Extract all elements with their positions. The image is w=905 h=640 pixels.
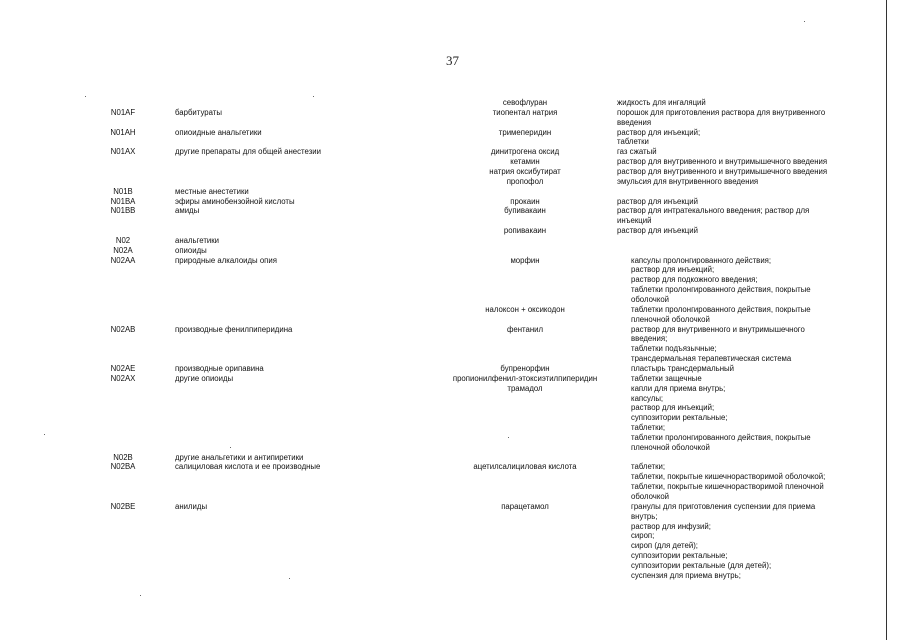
form-cell: таблетки пролонгированного действия, покрытые	[631, 432, 811, 442]
code-cell: N01BA	[110, 196, 136, 206]
form-cell: гранулы для приготовления суспензии для приема	[631, 501, 816, 511]
code-cell: N02AE	[110, 363, 136, 373]
table-row	[0, 403, 905, 413]
form-cell: сироп (для детей);	[631, 541, 698, 551]
table-row	[0, 344, 905, 354]
table-row	[0, 315, 905, 325]
group-cell: производные фенилпиперидина	[175, 324, 293, 334]
group-cell: местные анестетики	[175, 186, 249, 196]
drug-cell: севофлуран	[502, 98, 548, 107]
table-row	[0, 216, 905, 226]
code-cell: N02	[115, 235, 131, 245]
group-cell: барбитураты	[175, 107, 222, 117]
drug-cell: пропионилфенил-этоксиэтилпиперидин	[452, 373, 598, 383]
form-cell: капли для приема внутрь;	[631, 383, 726, 393]
table-row	[0, 502, 905, 512]
table-row	[0, 118, 905, 128]
scan-speck	[313, 96, 314, 97]
table-row	[0, 177, 905, 187]
table-row	[0, 197, 905, 207]
table-row	[0, 462, 905, 472]
drug-cell: парацетамол	[501, 501, 549, 511]
scan-speck	[140, 595, 141, 596]
group-cell: эфиры аминобензойной кислоты	[175, 196, 295, 206]
table-row	[0, 384, 905, 394]
table-row	[0, 128, 905, 138]
group-cell: другие препараты для общей анестезии	[175, 147, 321, 157]
form-cell: раствор для интратекального введения; раствор для	[617, 206, 810, 216]
table-row	[0, 98, 905, 108]
form-cell: трансдермальная терапевтическая система	[631, 354, 792, 364]
form-cell: таблетки, покрытые кишечнорастворимой пленочной	[631, 482, 824, 492]
form-cell: раствор для инъекций;	[631, 403, 715, 413]
table-row	[0, 187, 905, 197]
code-cell: N02AB	[110, 324, 136, 334]
form-cell: суппозитории ректальные;	[631, 551, 728, 561]
table-row	[0, 325, 905, 335]
form-cell: раствор для внутривенного и внутримышечного введения	[617, 157, 828, 167]
table-row	[0, 541, 905, 551]
table-row	[0, 108, 905, 118]
group-cell: опиоидные анальгетики	[175, 127, 262, 137]
table-row	[0, 236, 905, 246]
table-row	[0, 275, 905, 285]
form-cell: суппозитории ректальные (для детей);	[631, 560, 772, 570]
table-row	[0, 295, 905, 305]
form-cell: оболочкой	[631, 492, 670, 501]
form-cell: оболочкой	[631, 295, 670, 304]
form-cell: таблетки;	[631, 423, 666, 433]
drug-cell: натрия оксибутират	[489, 166, 561, 176]
scan-speck	[44, 434, 45, 435]
form-cell: суспензия для приема внутрь;	[631, 570, 741, 580]
drug-cell: налоксон + оксикодон	[485, 304, 565, 314]
scan-speck	[804, 21, 805, 22]
table-row	[0, 354, 905, 364]
scan-speck	[508, 437, 509, 438]
table-row	[0, 551, 905, 561]
table-row	[0, 433, 905, 443]
scan-speck	[230, 447, 231, 448]
code-cell: N02B	[113, 452, 133, 462]
group-cell: другие опиоиды	[175, 373, 234, 383]
drug-cell: прокаин	[510, 196, 540, 206]
table-row	[0, 246, 905, 256]
drug-cell: бупренорфин	[500, 363, 550, 373]
form-cell: капсулы пролонгированного действия;	[631, 255, 772, 265]
drug-cell: морфин	[510, 255, 540, 265]
table-row	[0, 364, 905, 374]
code-cell: N01AH	[110, 127, 136, 137]
code-cell: N02BA	[110, 462, 136, 472]
form-cell: пластырь трансдермальный	[631, 363, 734, 373]
group-cell: опиоиды	[175, 245, 207, 255]
drug-cell: кетамин	[510, 157, 540, 167]
table-row	[0, 305, 905, 315]
table-row	[0, 147, 905, 157]
form-cell: внутрь;	[631, 511, 658, 521]
form-cell: раствор для подкожного введения;	[631, 275, 758, 285]
table-row	[0, 226, 905, 236]
form-cell: жидкость для ингаляций	[617, 98, 706, 107]
form-cell: сироп;	[631, 531, 655, 541]
form-cell: раствор для инъекций;	[617, 127, 701, 137]
drug-cell: тримеперидин	[498, 127, 552, 137]
page-edge-line	[886, 0, 887, 640]
page-number: 37	[446, 53, 459, 68]
group-cell: природные алкалоиды опия	[175, 255, 277, 265]
table-row	[0, 394, 905, 404]
table-row	[0, 522, 905, 532]
table-row	[0, 531, 905, 541]
form-cell: инъекций	[617, 216, 652, 226]
form-cell: таблетки	[617, 137, 649, 147]
form-cell: таблетки;	[631, 462, 666, 472]
form-cell: раствор для внутривенного и внутримышечного	[631, 324, 805, 334]
form-cell: раствор для инъекций;	[631, 265, 715, 275]
table-row	[0, 561, 905, 571]
code-cell: N01B	[113, 186, 133, 196]
drug-cell: тиопентал натрия	[492, 107, 558, 117]
code-cell: N01BB	[110, 206, 136, 216]
table-row	[0, 334, 905, 344]
form-cell: газ сжатый	[617, 147, 657, 157]
form-cell: раствор для внутривенного и внутримышечного введения	[617, 166, 828, 176]
group-cell: производные орипавина	[175, 363, 264, 373]
scan-speck	[289, 578, 290, 579]
table-row	[0, 472, 905, 482]
table-row	[0, 413, 905, 423]
form-cell: таблетки, покрытые кишечнорастворимой оболочкой;	[631, 472, 826, 482]
form-cell: таблетки защечные	[631, 373, 702, 383]
table-row	[0, 443, 905, 453]
drug-cell: динитрогена оксид	[490, 147, 560, 157]
form-cell: введения;	[631, 334, 668, 344]
drug-cell: фентанил	[506, 324, 544, 334]
table-row	[0, 285, 905, 295]
table-row	[0, 453, 905, 463]
form-cell: эмульсия для внутривенного введения	[617, 176, 759, 186]
form-cell: раствор для инфузий;	[631, 521, 711, 531]
form-cell: таблетки подъязычные;	[631, 344, 717, 354]
scan-speck	[85, 96, 86, 97]
code-cell: N02AX	[110, 373, 136, 383]
form-cell: таблетки пролонгированного действия, покрытые	[631, 285, 811, 295]
form-cell: порошок для приготовления раствора для внутривенного	[617, 107, 826, 117]
table-row	[0, 206, 905, 216]
table-row	[0, 137, 905, 147]
table-row	[0, 482, 905, 492]
table-row	[0, 265, 905, 275]
group-cell: анилиды	[175, 501, 208, 511]
form-cell: суппозитории ректальные;	[631, 413, 728, 423]
code-cell: N02A	[113, 245, 133, 255]
group-cell: салициловая кислота и ее производные	[175, 462, 321, 472]
form-cell: пленочной оболочкой	[631, 314, 710, 324]
form-cell: пленочной оболочкой	[631, 442, 710, 452]
form-cell: таблетки пролонгированного действия, покрытые	[631, 304, 811, 314]
group-cell: другие анальгетики и антипиретики	[175, 452, 304, 462]
form-cell: капсулы;	[631, 393, 664, 403]
group-cell: анальгетики	[175, 235, 220, 245]
drug-cell: ропивакаин	[503, 226, 547, 236]
table-row	[0, 157, 905, 167]
drug-cell: трамадол	[507, 383, 543, 393]
group-cell: амиды	[175, 206, 200, 216]
table-row	[0, 512, 905, 522]
form-cell: раствор для инъекций	[617, 226, 698, 236]
table-row	[0, 256, 905, 266]
code-cell: N01AX	[110, 147, 136, 157]
table-row	[0, 374, 905, 384]
drug-cell: бупивакаин	[504, 206, 546, 216]
table-row	[0, 571, 905, 581]
drug-cell: пропофол	[506, 176, 544, 186]
drug-cell: ацетилсалициловая кислота	[473, 462, 577, 472]
table-row	[0, 492, 905, 502]
table-row	[0, 423, 905, 433]
table-row	[0, 167, 905, 177]
code-cell: N01AF	[110, 107, 136, 117]
form-cell: раствор для инъекций	[617, 196, 698, 206]
form-cell: введения	[617, 117, 652, 127]
code-cell: N02BE	[110, 501, 136, 511]
code-cell: N02AA	[110, 255, 136, 265]
